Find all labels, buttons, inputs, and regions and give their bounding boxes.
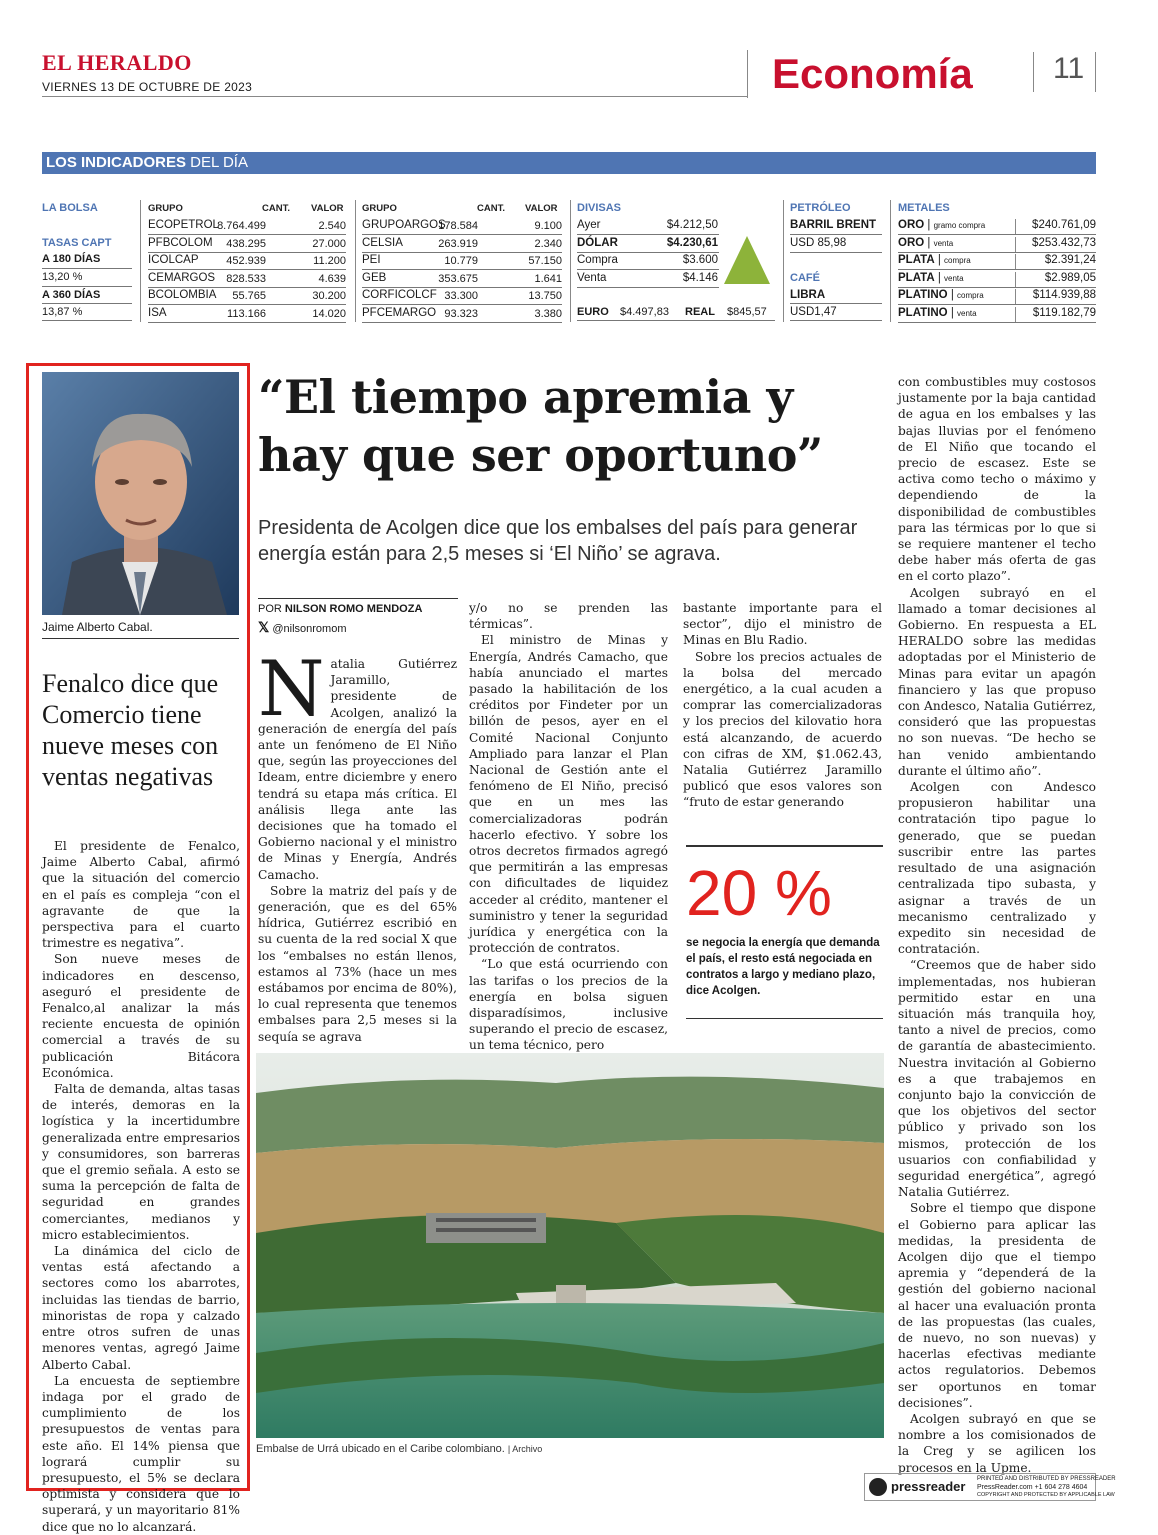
sidebar-paragraph: Falta de demanda, altas tasas de interés, demoras en la logística y la incertidumbre generalizada entre empresarios y consumidores, son barreras que el gremio señala. A esto se suma la percepción de falta de seguridad en grandes comerciantes, medianos y micro establecimientos. <box>42 1082 240 1242</box>
pressreader-line: PressReader.com +1 604 278 4604 <box>977 1484 1088 1491</box>
tasa-value: 13,20 % <box>42 271 83 283</box>
trend-up-icon <box>722 234 772 286</box>
metal-name: PLATINO <box>898 306 948 319</box>
row-rule <box>577 234 719 235</box>
byline-prefix: POR <box>258 603 285 615</box>
author-handle[interactable] <box>258 619 346 636</box>
stock-value: 14.020 <box>312 307 346 320</box>
stock-quantity: 10.779 <box>444 255 478 267</box>
indicators-title-rest: DEL DÍA <box>186 154 248 171</box>
row-rule <box>790 303 882 304</box>
column-divider <box>570 200 571 322</box>
sidebar-paragraph: La dinámica del ciclo de ventas está afectando a sectores como los abarrotes, incluidas las tiendas de barrio, minoristas de ropa y calzado entre otros sufren de unas menores ventas, agregó Jaime Alberto Cabal. <box>42 1244 240 1372</box>
metal-row <box>898 219 985 231</box>
stock-value: 9.100 <box>534 220 562 232</box>
currency-value: $4.212,50 <box>666 219 718 231</box>
currency-name: DÓLAR <box>577 236 618 249</box>
cafe-name: LIBRA <box>790 289 826 301</box>
stock-name: PFCEMARGO <box>362 306 437 319</box>
metal-row <box>898 289 984 301</box>
stock-quantity: 8.764.499 <box>217 220 266 232</box>
row-rule <box>898 287 1096 288</box>
article-paragraph: El ministro de Minas y Energía, Andrés Camacho, que había anunciado el martes pasado la habilitación de los créditos por Findeter por un billón de pesos, ayer en el Comité Nacional Conjunto Ampliado para lanzar el Plan Nacional de Gestión ante el fenómeno de El Niño, precisó que en un mes las comercializadoras podrán hacerlo efectivo. Y sobre los otros decretos firmados agregó que permitirán a las empresas con dificultades de liquidez acceder al crédito, mantener el suministro y tener la seguridad jurídica y energética con la protección de contratos. <box>469 633 668 956</box>
euro-value: $4.497,83 <box>620 306 669 318</box>
row-rule <box>898 269 1096 270</box>
stat-rule <box>686 845 883 847</box>
masthead: EL HERALDO <box>42 50 192 75</box>
currency-value: $3.600 <box>682 254 718 266</box>
stock-name: GRUPOARGOS <box>362 219 446 231</box>
article-paragraph: atalia Gutiérrez Jaramillo, presidente de Acolgen, analizó la generación de energía del país ante un fenómeno de El Niño que, según las proyecciones del Ideam, entre diciembre y enero tendrá su etapa más crítica. El análisis llega ante las decisiones que ha tomado el Gobierno nacional y el ministro de Minas y Energía, Andrés Camacho. <box>258 657 457 882</box>
tasa-label: A 180 DÍAS <box>42 253 101 265</box>
euro-label: EURO <box>577 306 609 318</box>
cell-divider <box>1015 219 1016 234</box>
pressreader-line: COPYRIGHT AND PROTECTED BY APPLICABLE LAW <box>977 1492 1115 1498</box>
stock-quantity: 113.166 <box>227 307 266 320</box>
row-rule <box>898 322 1096 323</box>
stock-value: 2.540 <box>318 220 346 232</box>
article-paragraph: Acolgen subrayó en el llamado a tomar decisiones al Gobierno. En respuesta a EL HERALDO sobre las medidas adoptadas por el Ministerio de Minas para evitar un apagón financiero y las que propuso con Andesco, Natalia Gutiérrez, consideró que las propuestas no son nuevas. “De hecho se han venido ambientando durante el último año”. <box>898 585 1096 778</box>
issue-date: VIERNES 13 DE OCTUBRE DE 2023 <box>42 80 253 94</box>
stock-name: CORFICOLCF <box>362 289 437 301</box>
byline-rule <box>258 598 458 599</box>
stock-value: 11.200 <box>313 255 346 267</box>
metal-name: PLATA <box>898 254 935 266</box>
stock-name: PEI <box>362 254 381 266</box>
cafe-label: CAFÉ <box>790 272 820 284</box>
portrait-photo <box>42 372 239 615</box>
metal-value: $2.989,05 <box>1044 271 1096 284</box>
reservoir-caption <box>256 1443 542 1455</box>
stock-name: ISA <box>148 306 167 319</box>
pressreader-line: PRINTED AND DISTRIBUTED BY PRESSREADER <box>977 1476 1116 1482</box>
metal-separator: | <box>947 289 958 301</box>
sidebar-paragraph: La encuesta de septiembre indaga por el grado de cumplimiento de los presupuestos de ventas para este año. El 14% piensa que logrará cumplir su presupuesto, el 5% se declara optimista y considera que lo superará, y un mayoritario 81% dice que no lo alcanzará. <box>42 1373 240 1534</box>
sidebar-title: Fenalco dice que Comercio tiene nueve meses con ventas negativas <box>42 669 219 791</box>
cell-divider <box>1015 272 1016 287</box>
article-paragraph: Acolgen subrayó en que se nombre a los comisionados de la Creg y se agilicen los procesos en la Upme. <box>898 1412 1096 1475</box>
stock-name: GEB <box>362 271 387 284</box>
page-number: 11 <box>1053 52 1085 85</box>
stock-quantity: 178.584 <box>438 220 478 232</box>
article-column-2 <box>469 600 668 1054</box>
currency-value: $4.230,61 <box>666 236 718 249</box>
col-header-valor: VALOR <box>525 203 558 214</box>
row-rule <box>42 303 132 304</box>
currency-name: Compra <box>577 254 618 266</box>
stock-name: BCOLOMBIA <box>148 289 217 301</box>
tasa-label: A 360 DÍAS <box>42 289 101 301</box>
cell-divider <box>1015 307 1016 322</box>
stock-value: 13.750 <box>528 290 562 302</box>
row-rule <box>362 322 562 323</box>
row-rule <box>790 252 882 253</box>
caption-credit: | Archivo <box>507 1444 543 1454</box>
metal-row <box>898 254 971 266</box>
real-label: REAL <box>685 306 715 318</box>
column-divider <box>890 200 891 322</box>
real-value: $845,57 <box>727 306 767 318</box>
currency-name: Venta <box>577 271 607 284</box>
metal-separator: | <box>934 271 945 284</box>
currency-value: $4.146 <box>682 271 718 284</box>
metal-row <box>898 307 977 319</box>
stock-quantity: 33.300 <box>444 290 478 302</box>
metal-separator: | <box>947 306 958 319</box>
header-divider <box>1095 52 1096 92</box>
stock-value: 1.641 <box>534 272 562 285</box>
row-rule <box>577 269 719 270</box>
column-divider <box>140 200 141 322</box>
metal-value: $119.182,79 <box>1032 306 1096 319</box>
article-paragraph: Sobre la matriz del país y de generación, que es del 65% hídrica, Gutiérrez escribió en su cuenta de la red social X que los “embalses no están llenos, estamos al 73% (hace un mes estábamos por encima de 80%), lo cual representa que tenemos embalses para 2,5 meses si la sequía se agrava <box>258 883 457 1044</box>
metal-name: ORO <box>898 236 925 249</box>
article-headline: “El tiempo apremia y hay que ser oportuno” <box>258 370 823 482</box>
article-paragraph: “Creemos que de haber sido implementadas, nos hubieran permitido estar en una situación más tranquila hoy, tanto a nivel de precios, como de garantía de abastecimiento. Nuestra invitación al Gobierno es a que trabajemos en conjunto bajo la convicción de que los objetivos del sector público y privado son los mismos, protección de los usuarios con confiabilidad y seguridad energética”, agregó Natalia Gutiérrez. <box>898 958 1096 1200</box>
sidebar-paragraph: El presidente de Fenalco, Jaime Alberto Cabal, afirmó que la situación del comercio en el país es compleja “con el agravante de que la perspectiva para el cuarto trimestre es negativa”. <box>42 839 240 951</box>
stock-value: 3.380 <box>534 307 562 320</box>
stock-quantity: 828.533 <box>226 272 266 285</box>
stock-quantity: 353.675 <box>438 272 478 285</box>
metal-separator: | <box>934 254 945 266</box>
article-paragraph: Sobre el tiempo que dispone el Gobierno para aplicar las medidas, la presidenta de Acolgen dijo que el tiempo apremia y “dependerá de la gestión del gobierno nacional al hacer una evaluación pronta de las propuestas (las cuales, de nuevo, no son nuevas) y hacerlas efectivas mediante actos regulatorios. Debemos ser oportunos en tomar decisiones”. <box>898 1201 1096 1410</box>
cafe-value: USD1,47 <box>790 306 837 318</box>
stock-name: ICOLCAP <box>148 254 199 266</box>
stock-quantity: 55.765 <box>232 290 266 302</box>
indicators-title-bar <box>42 152 1096 174</box>
portrait-caption: Jaime Alberto Cabal. <box>42 620 153 634</box>
row-rule <box>362 234 562 235</box>
col-header-grupo: GRUPO <box>148 203 183 214</box>
x-logo-icon: 𝕏 <box>258 619 270 635</box>
metal-name: PLATA <box>898 271 935 284</box>
col-header-cant: CANT. <box>262 203 290 214</box>
stock-name: ECOPETROL <box>148 219 219 231</box>
stock-name: CEMARGOS <box>148 271 216 284</box>
stock-quantity: 93.323 <box>444 307 478 320</box>
row-rule <box>42 286 132 287</box>
row-rule <box>577 287 719 288</box>
bolsa-label: LA BOLSA <box>42 202 98 214</box>
petroleo-value: USD 85,98 <box>790 237 847 249</box>
byline <box>258 603 422 615</box>
divisas-label: DIVISAS <box>577 202 622 214</box>
metal-separator: | <box>924 236 934 249</box>
metal-value: $114.939,88 <box>1032 289 1096 301</box>
cell-divider <box>1015 254 1016 269</box>
byline-author: NILSON ROMO MENDOZA <box>284 603 423 615</box>
tasa-value: 13,87 % <box>42 306 83 318</box>
sidebar-rule <box>42 638 239 639</box>
metal-row <box>898 272 964 284</box>
row-rule <box>362 252 562 253</box>
row-rule <box>790 320 882 321</box>
row-rule <box>898 304 1096 305</box>
metal-sub: venta <box>957 308 977 318</box>
metal-name: ORO <box>898 219 925 231</box>
stock-value: 4.639 <box>318 272 346 285</box>
pressreader-badge[interactable] <box>864 1473 1116 1501</box>
col-header-valor: VALOR <box>311 203 344 214</box>
row-rule <box>148 322 346 323</box>
article-column-3 <box>683 600 882 811</box>
stock-name: PFBCOLOM <box>148 236 213 249</box>
article-paragraph: “Lo que está ocurriendo con las tarifas o los precios de la energía en bolsa siguen disparadísimos, inclusive superando el precio de escasez, un tema técnico, pero <box>469 957 668 1053</box>
article-subhead: Presidenta de Acolgen dice que los embalses del país para generar energía están para 2,5 meses si ‘El Niño’ se agrava. <box>258 517 858 565</box>
metal-value: $240.761,09 <box>1032 219 1096 231</box>
stock-quantity: 452.939 <box>226 255 266 267</box>
reservoir-photo <box>256 1053 884 1438</box>
metal-value: $253.432,73 <box>1032 236 1096 249</box>
row-rule <box>148 304 346 305</box>
col-header-grupo: GRUPO <box>362 203 397 214</box>
metales-label: METALES <box>898 202 950 214</box>
metal-name: PLATINO <box>898 289 948 301</box>
row-rule <box>790 234 882 235</box>
metal-sub: venta <box>944 273 964 283</box>
stock-name: CELSIA <box>362 236 403 249</box>
article-paragraph: con combustibles muy costosos justamente por la baja cantidad de agua en los embalses y las bajas lluvias por el fenómeno de El Niño que tocando el precio de escasez. Este se activa como techo o máximo y dependiendo de la disponibilidad de combustibles para las térmicas por lo que si se requiere mantener el techo debe haber más oferta de gas en el corto plazo”. <box>898 375 1096 584</box>
article-paragraph: bastante importante para el sector”, dijo el ministro de Minas en Blu Radio. <box>683 601 882 648</box>
row-rule <box>362 304 562 305</box>
header-divider <box>747 50 748 98</box>
metal-value: $2.391,24 <box>1044 254 1096 266</box>
article-column-4 <box>898 374 1096 1476</box>
stock-quantity: 438.295 <box>226 237 266 250</box>
row-rule <box>362 287 562 288</box>
petroleo-label: PETRÓLEO <box>790 202 851 214</box>
stat-value: 20 % <box>686 857 832 929</box>
sidebar-paragraph: Son nueve meses de indicadores en descenso, aseguró el presidente de Fenalco,al analizar la más reciente encuesta de opinión comercial a través de su publicación Bitácora Económica. <box>42 952 240 1080</box>
column-divider <box>783 200 784 322</box>
drop-cap: N <box>258 644 325 733</box>
stat-text: se negocia la energía que demanda el país, el resto está negociada en contratos a largo y mediano plazo, dice Acolgen. <box>686 937 880 997</box>
row-rule <box>148 234 346 235</box>
pressreader-logo-icon <box>869 1478 887 1496</box>
indicators-title-bold: LOS INDICADORES <box>46 154 187 171</box>
metal-sub: gramo compra <box>933 221 986 230</box>
row-rule <box>362 269 562 270</box>
stock-value: 27.000 <box>312 237 346 250</box>
column-divider <box>355 200 356 322</box>
stock-value: 2.340 <box>534 237 562 250</box>
section-title: Economía <box>772 50 973 97</box>
row-rule <box>148 269 346 270</box>
row-rule <box>898 252 1096 253</box>
petroleo-name: BARRIL BRENT <box>790 219 877 231</box>
handle-text: @nilsonromom <box>272 623 347 635</box>
header-divider <box>1033 52 1034 92</box>
header-rule <box>42 96 747 97</box>
cell-divider <box>1015 237 1016 252</box>
row-rule <box>42 268 132 269</box>
article-paragraph: Sobre los precios actuales de la bolsa del mercado energético, a la cual acuden a comprar las comercializadoras y los precios del kilovatio hora está alcanzando, de acuerdo con cifras de XM, $1.062.43, Natalia Gutiérrez Jaramillo publicó que esos valores son “fruto de estar generando <box>683 649 882 810</box>
row-rule <box>148 252 346 253</box>
metal-sub: venta <box>933 238 954 248</box>
col-header-cant: CANT. <box>477 203 505 214</box>
caption-text: Embalse de Urrá ubicado en el Caribe colombiano. <box>256 1443 505 1455</box>
cell-divider <box>1015 289 1016 304</box>
currency-name: Ayer <box>577 219 601 231</box>
metal-sub: compra <box>957 291 984 300</box>
article-paragraph: y/o no se prenden las térmicas”. <box>469 601 668 632</box>
article-column-1 <box>258 644 457 1045</box>
stock-value: 30.200 <box>312 290 346 302</box>
metal-sub: compra <box>944 256 971 265</box>
metal-row <box>898 237 953 249</box>
stat-rule <box>686 1018 883 1019</box>
article-paragraph: Acolgen con Andesco propusieron habilitar una contratación tipo pague lo generado, que se puedan suscribir entre las partes resultado de una asignación centralizada tipo subasta, y asignar a través de un mecanismo centralizado y expedito sin necesidad de contratación. <box>898 780 1096 957</box>
sidebar-body <box>42 838 240 1535</box>
tasas-label: TASAS CAPT <box>42 237 112 249</box>
stock-quantity: 263.919 <box>438 237 478 250</box>
row-rule <box>148 287 346 288</box>
metal-separator: | <box>924 219 934 231</box>
row-rule <box>577 252 719 253</box>
stock-value: 57.150 <box>528 255 562 267</box>
pressreader-brand: pressreader <box>891 1479 966 1494</box>
row-rule <box>898 234 1096 235</box>
row-rule <box>42 320 132 321</box>
row-rule <box>577 320 775 321</box>
